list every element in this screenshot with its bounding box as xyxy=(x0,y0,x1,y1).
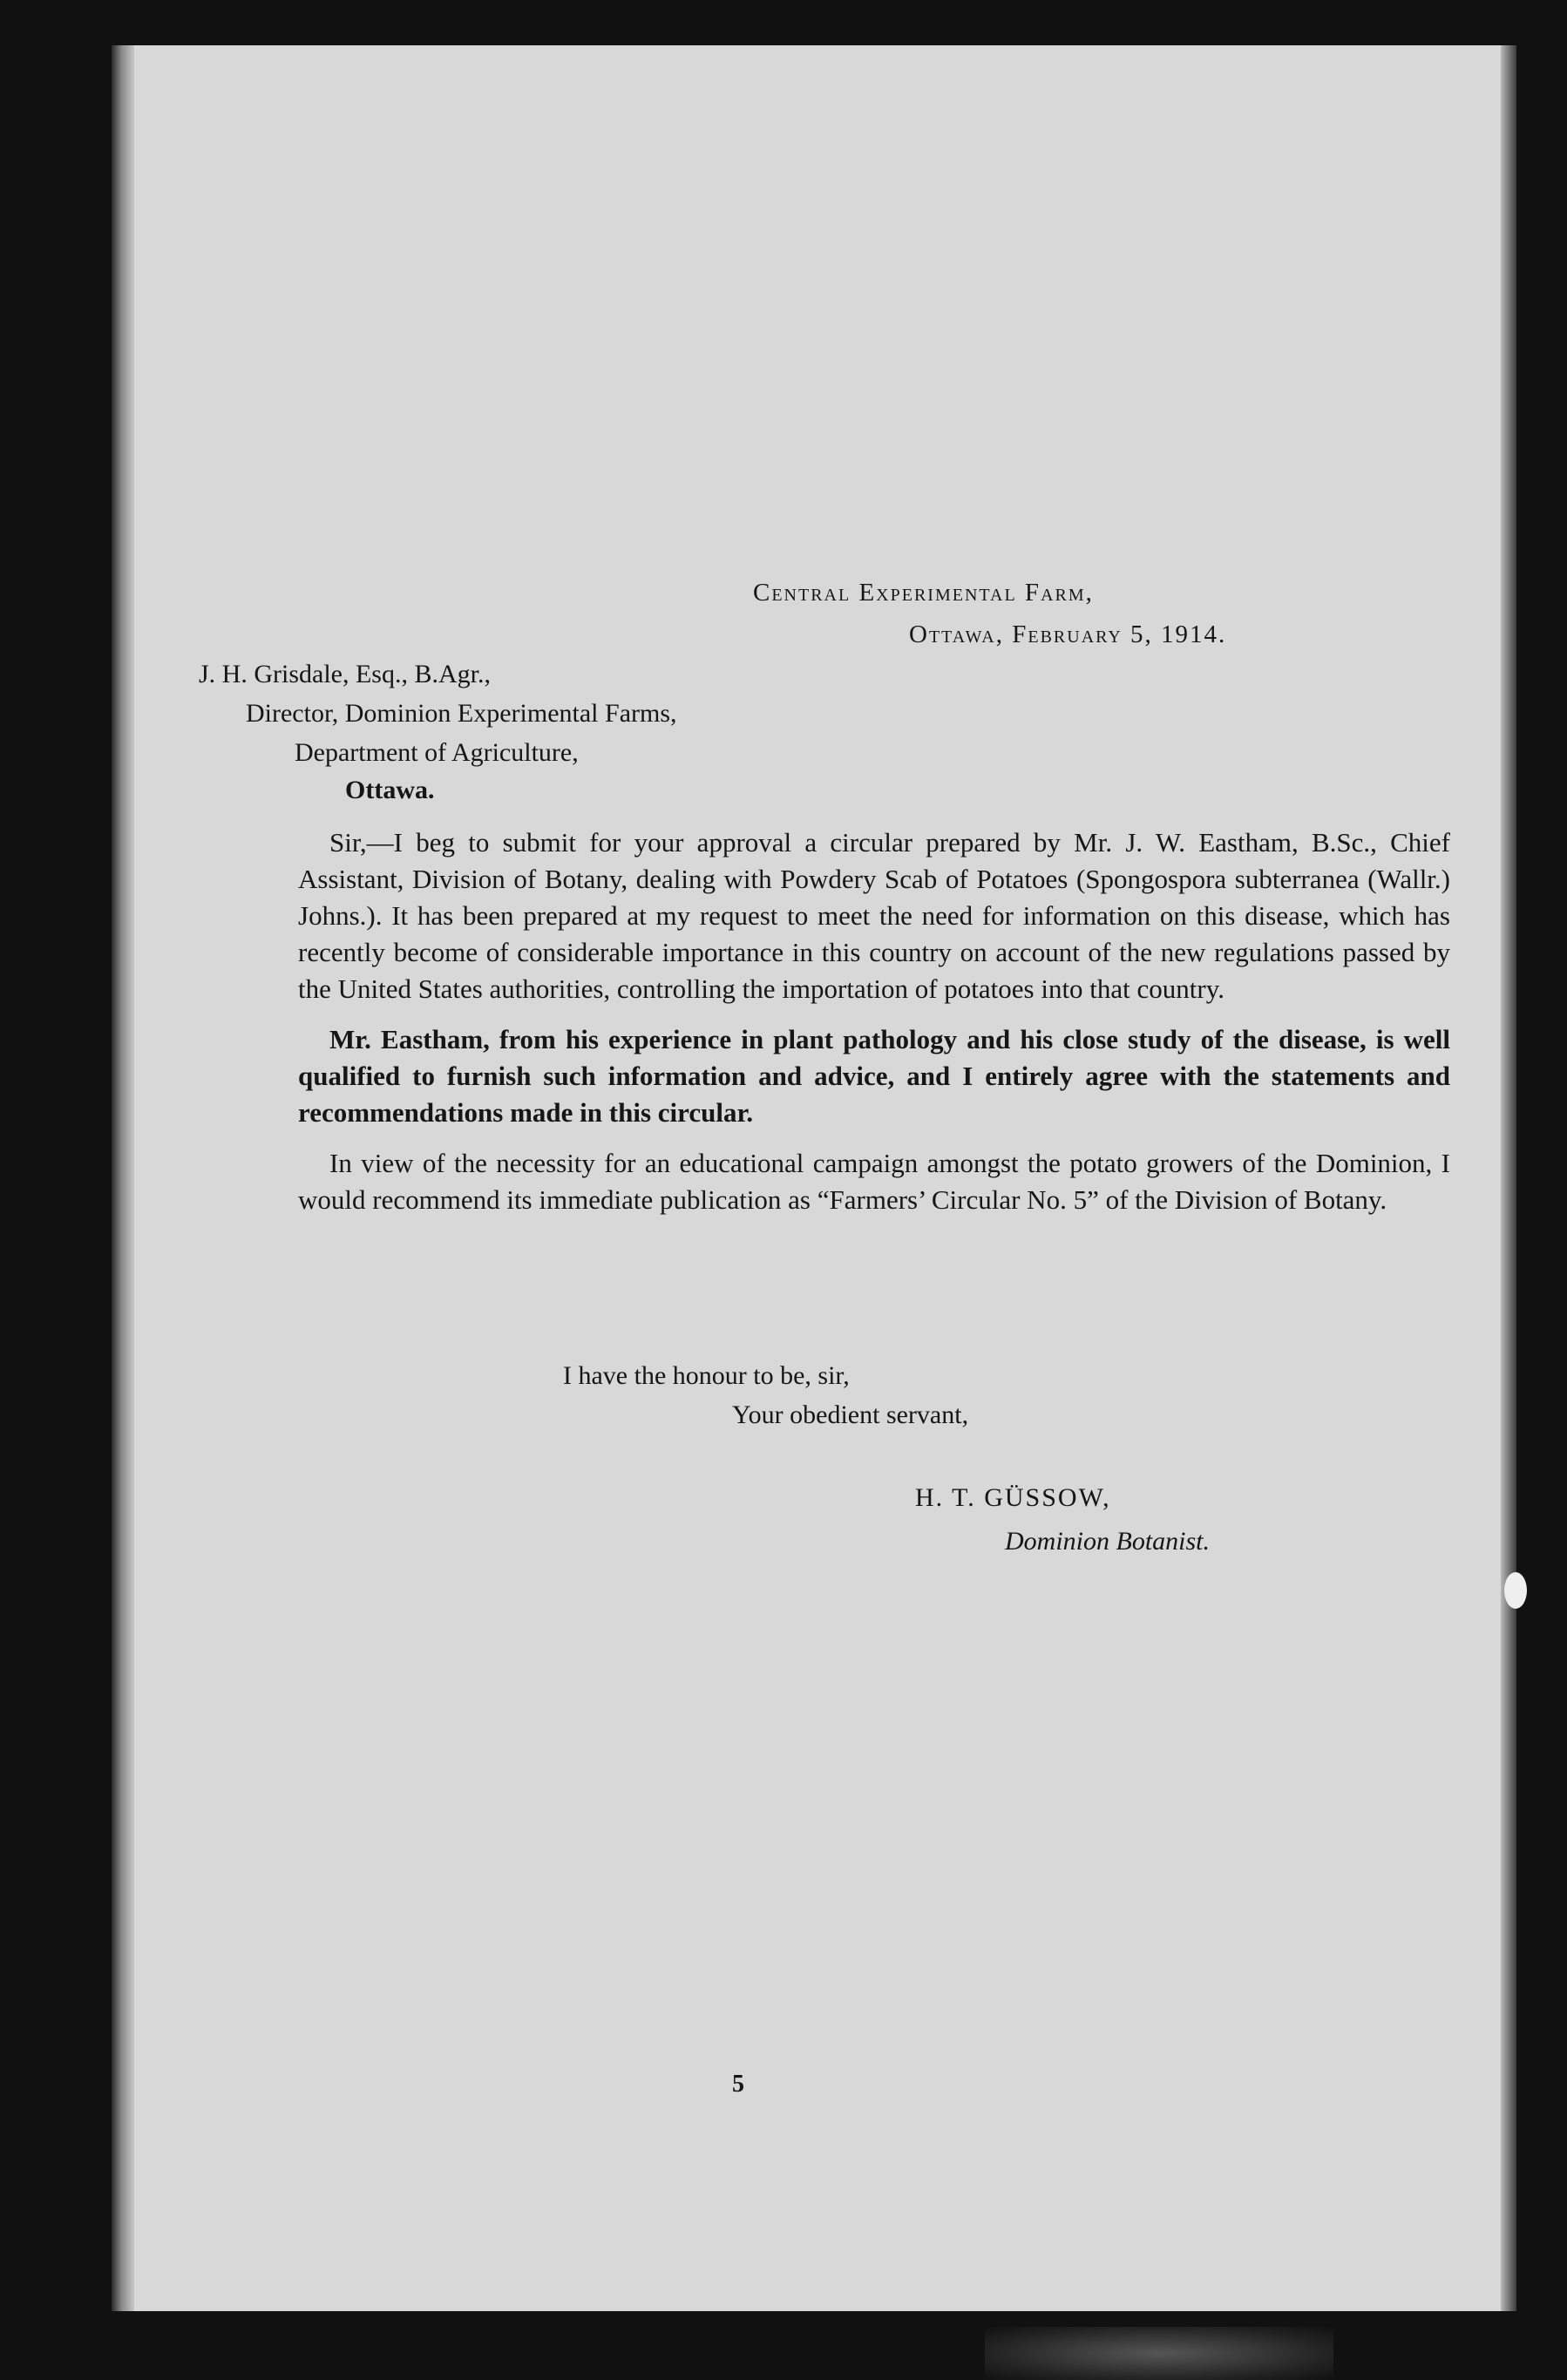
body-paragraph-2: Mr. Eastham, from his experience in plant pathology and his close study of the disease, is well qualified to furnish such information and advice, and I entirely agree with the statements and recommendations made in this circular. xyxy=(298,1024,1450,1128)
letter-body xyxy=(298,824,1450,1218)
body-paragraph-1: Sir,—I beg to submit for your approval a circular prepared by Mr. J. W. Eastham, B.Sc., Chief Assistant, Division of Botany, dealing with Powdery Scab of Potatoes (Spongospora subterranea (Wallr.) Johns.). It has been prepared at my request to meet the need for information on this disease, which has recently become of considerable importance in this country on account of the new regulations passed by the United States authorities, controlling the importation of potatoes into that country. xyxy=(298,827,1450,1004)
closing-line-1: I have the honour to be, sir, xyxy=(563,1361,850,1390)
addressee-title: Director, Dominion Experimental Farms, xyxy=(246,699,677,728)
letter-date: Ottawa, February 5, 1914. xyxy=(909,620,1227,648)
letterhead-origin: Central Experimental Farm, xyxy=(753,579,1094,607)
body-paragraph-3: In view of the necessity for an educational campaign amongst the potato growers of the Dominion, I would recommend its immediate publication as “Farmers’ Circular No. 5” of the Division of Botany. xyxy=(298,1148,1450,1215)
closing-line-2: Your obedient servant, xyxy=(732,1400,969,1429)
letter-page xyxy=(112,45,1516,2311)
edge-blot xyxy=(1504,1572,1527,1609)
signature-title: Dominion Botanist. xyxy=(1005,1527,1211,1556)
addressee-name: J. H. Grisdale, Esq., B.Agr., xyxy=(199,660,491,688)
addressee-city: Ottawa. xyxy=(345,776,435,804)
addressee-department: Department of Agriculture, xyxy=(295,738,579,767)
binding-shadow xyxy=(112,45,134,2311)
page-number: 5 xyxy=(732,2071,744,2098)
scan-smear xyxy=(985,2327,1333,2380)
page-edge-shadow xyxy=(1501,45,1516,2311)
signature-name: H. T. GÜSSOW, xyxy=(915,1483,1111,1512)
